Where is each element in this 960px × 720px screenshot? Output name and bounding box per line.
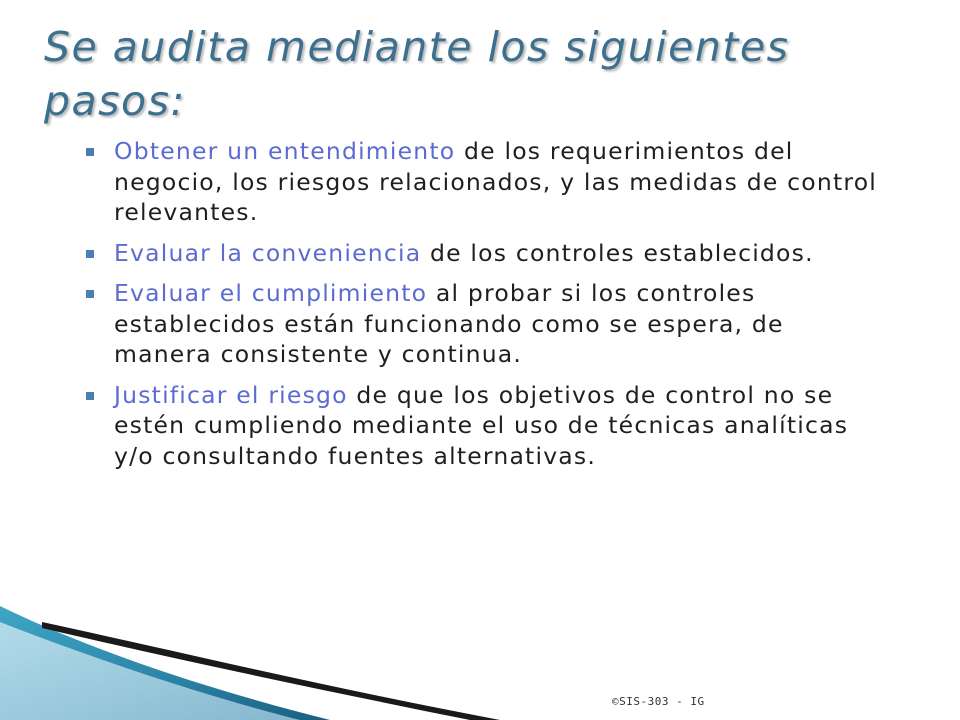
bullet-text: de que los objetivos de control no se estén cumpliendo mediante el uso de técnicas analíticas y/o consultando fuentes alternativas. <box>114 380 849 470</box>
bullet-text: al probar si los controles establecidos están funcionando como se espera, de manera consistente y continua. <box>114 279 784 368</box>
footer-copyright: ©SIS-303 - IG <box>612 695 705 708</box>
bullet-highlight: Evaluar la conveniencia <box>114 238 422 267</box>
bullet-highlight: Obtener un entendimiento <box>114 137 456 165</box>
slide-title: Se audita mediante los siguientes pasos: <box>44 23 790 125</box>
bullet-highlight: Evaluar el cumplimiento <box>114 279 428 307</box>
bullet-highlight: Justificar el riesgo <box>114 380 348 409</box>
bullet-text: de los controles establecidos. <box>421 238 814 267</box>
bullet-text: de los requerimientos del negocio, los riesgos relacionados, y las medidas de control relevantes. <box>114 137 878 226</box>
